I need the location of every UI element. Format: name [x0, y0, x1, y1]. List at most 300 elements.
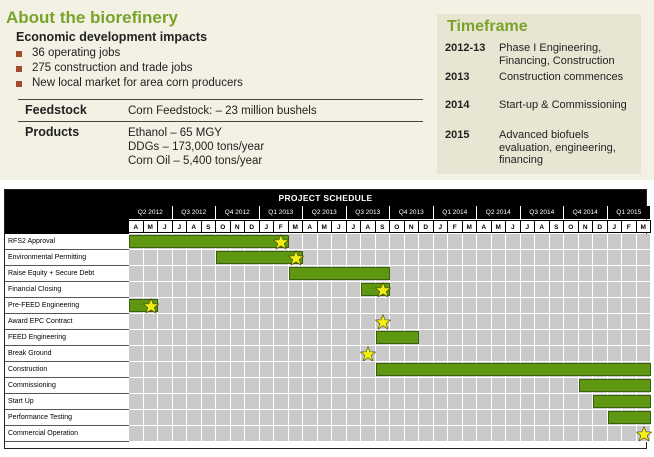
grid-cell [579, 298, 594, 314]
grid-cell [448, 394, 463, 410]
grid-cell [506, 250, 521, 266]
month-header: A [361, 220, 376, 233]
quarter-header: Q4 2014 [564, 206, 608, 219]
grid-cell [477, 250, 492, 266]
grid-cell [318, 330, 333, 346]
grid-cell [492, 378, 507, 394]
grid-cell [477, 234, 492, 250]
month-header: O [390, 220, 405, 233]
grid-cell [564, 426, 579, 442]
grid-cell [231, 362, 246, 378]
grid-cell [593, 282, 608, 298]
grid-cell [158, 346, 173, 362]
grid-cell [173, 394, 188, 410]
grid-cell [245, 314, 260, 330]
grid-cell [593, 298, 608, 314]
grid-cell [332, 346, 347, 362]
month-header: J [608, 220, 623, 233]
grid-cell [506, 330, 521, 346]
grid-cell [347, 378, 362, 394]
grid-cell [274, 282, 289, 298]
grid-cell [245, 362, 260, 378]
grid-cell [405, 234, 420, 250]
grid-cell [216, 346, 231, 362]
grid-cell [216, 410, 231, 426]
grid-cell [405, 410, 420, 426]
grid-cell [564, 298, 579, 314]
grid-cell [550, 410, 565, 426]
grid-cell [216, 282, 231, 298]
grid-cell [535, 330, 550, 346]
grid-cell [390, 410, 405, 426]
task-label: Construction [5, 362, 129, 378]
grid-cell [535, 378, 550, 394]
grid-cell [492, 330, 507, 346]
grid-cell [274, 346, 289, 362]
grid-cell [231, 410, 246, 426]
feedstock-value: Corn Feedstock: – 23 million bushels [128, 105, 317, 117]
grid-cell [419, 266, 434, 282]
grid-cell [521, 426, 536, 442]
grid-cell [492, 234, 507, 250]
feedstock-label: Feedstock [25, 103, 87, 117]
quarter-header: Q2 2014 [477, 206, 521, 219]
grid-cell [434, 378, 449, 394]
grid-cell [274, 362, 289, 378]
list-item: 36 operating jobs [16, 46, 436, 61]
task-bar [289, 267, 391, 280]
grid-cell [332, 362, 347, 378]
products-value: Ethanol – 65 MGY DDGs – 173,000 tons/year Corn Oil – 5,400 tons/year [128, 127, 265, 167]
task-label: Raise Equity + Secure Debt [5, 266, 129, 282]
divider [18, 99, 423, 100]
grid-cell [361, 330, 376, 346]
grid-cell [245, 378, 260, 394]
grid-cell [245, 410, 260, 426]
grid-cell [608, 282, 623, 298]
list-item: 275 construction and trade jobs [16, 61, 436, 76]
grid-cell [187, 378, 202, 394]
grid-cell [521, 282, 536, 298]
grid-cell [216, 426, 231, 442]
grid-cell [332, 298, 347, 314]
grid-cell [390, 346, 405, 362]
grid-cell [347, 426, 362, 442]
bullet-square-icon [16, 66, 22, 72]
grid-cell [593, 410, 608, 426]
grid-cell [231, 266, 246, 282]
grid-cell [579, 394, 594, 410]
grid-cell [405, 282, 420, 298]
info-panel [0, 0, 654, 180]
grid-cell [463, 266, 478, 282]
grid-cell [260, 266, 275, 282]
grid-cell [260, 362, 275, 378]
grid-cell [144, 362, 159, 378]
grid-cell [521, 250, 536, 266]
grid-cell [492, 314, 507, 330]
grid-cell [477, 394, 492, 410]
grid-cell [434, 250, 449, 266]
grid-cell [550, 282, 565, 298]
task-label: Break Ground [5, 346, 129, 362]
grid-cell [434, 426, 449, 442]
grid-cell [260, 394, 275, 410]
timeframe-box: Timeframe 2012-13 Phase I Engineering, Financing, Construction 2013 Construction commences 2014 Start-up & Commissioning 2015 Advanced biofuels evaluation, engineering, financing [437, 14, 641, 174]
grid-cell [173, 266, 188, 282]
grid-cell [202, 378, 217, 394]
grid-cell [506, 410, 521, 426]
grid-cell [593, 266, 608, 282]
month-header: M [318, 220, 333, 233]
grid-cell [173, 298, 188, 314]
grid-cell [579, 410, 594, 426]
task-bar [579, 379, 652, 392]
grid-cell [158, 266, 173, 282]
grid-cell [158, 362, 173, 378]
grid-cell [347, 314, 362, 330]
grid-cell [550, 234, 565, 250]
task-label: Commercial Operation [5, 426, 129, 442]
grid-cell [231, 378, 246, 394]
grid-cell [332, 410, 347, 426]
grid-cell [129, 426, 144, 442]
grid-cell [521, 266, 536, 282]
grid-cell [361, 394, 376, 410]
grid-cell [332, 282, 347, 298]
grid-cell [506, 314, 521, 330]
grid-cell [289, 394, 304, 410]
grid-cell [550, 250, 565, 266]
grid-cell [637, 250, 652, 266]
grid-cell [448, 426, 463, 442]
grid-cell [390, 234, 405, 250]
grid-cell [332, 394, 347, 410]
grid-cell [521, 234, 536, 250]
month-header: S [376, 220, 391, 233]
grid-cell [173, 426, 188, 442]
grid-cell [361, 250, 376, 266]
grid-cell [550, 266, 565, 282]
grid-cell [144, 314, 159, 330]
grid-cell [173, 314, 188, 330]
grid-cell [274, 378, 289, 394]
month-header: M [144, 220, 159, 233]
grid-cell [318, 346, 333, 362]
grid-cell [506, 298, 521, 314]
grid-cell [535, 314, 550, 330]
grid-cell [289, 282, 304, 298]
grid-cell [144, 410, 159, 426]
grid-cell [521, 378, 536, 394]
grid-cell [144, 378, 159, 394]
grid-cell [303, 250, 318, 266]
grid-cell [216, 330, 231, 346]
grid-cell [260, 282, 275, 298]
grid-cell [347, 410, 362, 426]
grid-cell [202, 426, 217, 442]
grid-cell [202, 410, 217, 426]
month-header: S [550, 220, 565, 233]
grid-cell [318, 298, 333, 314]
task-label: Start Up [5, 394, 129, 410]
grid-cell [289, 426, 304, 442]
grid-cell [173, 410, 188, 426]
month-header: J [521, 220, 536, 233]
month-header: A [535, 220, 550, 233]
grid-cell [303, 330, 318, 346]
grid-cell [477, 378, 492, 394]
grid-cell [202, 282, 217, 298]
grid-cell [506, 266, 521, 282]
grid-cell [260, 330, 275, 346]
grid-cell [231, 426, 246, 442]
grid-cell [274, 426, 289, 442]
grid-cell [535, 282, 550, 298]
grid-cell [332, 314, 347, 330]
grid-cell [303, 346, 318, 362]
grid-cell [521, 330, 536, 346]
grid-cell [434, 330, 449, 346]
grid-cell [434, 410, 449, 426]
grid-cell [144, 330, 159, 346]
grid-cell [622, 330, 637, 346]
grid-cell [129, 378, 144, 394]
grid-cell [303, 298, 318, 314]
month-header: J [506, 220, 521, 233]
task-bar [376, 363, 652, 376]
grid-cell [245, 298, 260, 314]
grid-cell [434, 314, 449, 330]
grid-cell [608, 298, 623, 314]
grid-cell [260, 346, 275, 362]
grid-cell [419, 330, 434, 346]
grid-cell [202, 266, 217, 282]
quarter-header: Q1 2014 [434, 206, 478, 219]
grid-cell [231, 298, 246, 314]
grid-cell [419, 234, 434, 250]
grid-cell [463, 330, 478, 346]
timeframe-title: Timeframe [447, 18, 528, 35]
grid-cell [231, 394, 246, 410]
grid-cell [289, 234, 304, 250]
grid-cell [216, 378, 231, 394]
grid-cell [158, 298, 173, 314]
grid-cell [608, 266, 623, 282]
grid-cell [347, 346, 362, 362]
grid-cell [289, 378, 304, 394]
grid-cell [405, 378, 420, 394]
grid-cell [564, 378, 579, 394]
grid-cell [274, 314, 289, 330]
grid-cell [274, 266, 289, 282]
grid-cell [260, 378, 275, 394]
grid-cell [260, 410, 275, 426]
grid-cell [144, 394, 159, 410]
milestone-star-icon [375, 282, 391, 298]
grid-cell [637, 314, 652, 330]
grid-cell [318, 410, 333, 426]
grid-cell [376, 234, 391, 250]
grid-cell [448, 250, 463, 266]
grid-cell [187, 314, 202, 330]
grid-cell [390, 266, 405, 282]
task-bar [129, 235, 289, 248]
grid-cell [550, 394, 565, 410]
grid-cell [390, 282, 405, 298]
grid-cell [608, 330, 623, 346]
milestone-star-icon [375, 314, 391, 330]
grid-cell [535, 426, 550, 442]
grid-cell [390, 426, 405, 442]
grid-cell [274, 410, 289, 426]
grid-cell [390, 378, 405, 394]
month-header: N [579, 220, 594, 233]
grid-cell [390, 314, 405, 330]
grid-cell [202, 346, 217, 362]
grid-cell [419, 378, 434, 394]
grid-cell [202, 362, 217, 378]
bullet-square-icon [16, 51, 22, 57]
grid-cell [535, 346, 550, 362]
month-header: M [637, 220, 652, 233]
grid-cell [376, 346, 391, 362]
grid-cell [187, 298, 202, 314]
grid-cell [289, 298, 304, 314]
grid-cell [535, 410, 550, 426]
grid-cell [318, 362, 333, 378]
grid-cell [187, 362, 202, 378]
quarter-header: Q3 2013 [347, 206, 391, 219]
grid-cell [492, 282, 507, 298]
grid-cell [506, 346, 521, 362]
grid-cell [202, 394, 217, 410]
grid-cell [477, 330, 492, 346]
grid-cell [405, 426, 420, 442]
grid-cell [158, 314, 173, 330]
grid-cell [521, 394, 536, 410]
grid-cell [361, 298, 376, 314]
grid-cell [347, 362, 362, 378]
milestone-star-icon [636, 426, 652, 442]
schedule-title: PROJECT SCHEDULE [5, 190, 646, 206]
grid-cell [521, 314, 536, 330]
grid-cell [231, 330, 246, 346]
grid-cell [622, 426, 637, 442]
grid-cell [550, 314, 565, 330]
grid-cell [187, 250, 202, 266]
grid-cell [405, 394, 420, 410]
grid-cell [144, 426, 159, 442]
grid-cell [390, 250, 405, 266]
month-header: O [216, 220, 231, 233]
grid-cell [434, 266, 449, 282]
grid-cell [419, 426, 434, 442]
grid-cell [448, 266, 463, 282]
month-header: D [245, 220, 260, 233]
grid-cell [564, 282, 579, 298]
grid-cell [637, 234, 652, 250]
grid-cell [260, 298, 275, 314]
grid-cell [579, 426, 594, 442]
grid-cell [173, 346, 188, 362]
grid-cell [463, 346, 478, 362]
grid-cell [535, 298, 550, 314]
grid-cell [274, 330, 289, 346]
econ-heading: Economic development impacts [16, 30, 208, 44]
grid-cell [318, 234, 333, 250]
grid-cell [637, 330, 652, 346]
month-header: A [303, 220, 318, 233]
grid-cell [622, 234, 637, 250]
grid-cell [231, 346, 246, 362]
grid-cell [303, 426, 318, 442]
grid-cell [318, 282, 333, 298]
grid-cell [158, 394, 173, 410]
grid-cell [463, 282, 478, 298]
task-label: Award EPC Contract [5, 314, 129, 330]
grid-cell [419, 298, 434, 314]
grid-cell [289, 314, 304, 330]
grid-cell [202, 298, 217, 314]
task-bar [593, 395, 651, 408]
grid-cell [608, 234, 623, 250]
grid-cell [579, 346, 594, 362]
grid-cell [144, 346, 159, 362]
grid-cell [608, 314, 623, 330]
grid-cell [216, 298, 231, 314]
quarter-header: Q3 2012 [173, 206, 217, 219]
grid-cell [318, 314, 333, 330]
grid-cell [477, 426, 492, 442]
grid-cell [332, 234, 347, 250]
task-label: FEED Engineering [5, 330, 129, 346]
list-item: New local market for area corn producers [16, 76, 436, 91]
month-header: N [231, 220, 246, 233]
grid-cell [289, 362, 304, 378]
grid-cell [303, 410, 318, 426]
grid-cell [187, 426, 202, 442]
month-header: J [158, 220, 173, 233]
grid-cell [245, 282, 260, 298]
grid-cell [318, 394, 333, 410]
grid-cell [492, 298, 507, 314]
grid-cell [622, 346, 637, 362]
quarter-header: Q4 2013 [390, 206, 434, 219]
grid-cell [419, 314, 434, 330]
grid-cell [187, 266, 202, 282]
month-header: M [289, 220, 304, 233]
grid-cell [463, 378, 478, 394]
grid-cell [245, 394, 260, 410]
grid-cell [506, 426, 521, 442]
milestone-star-icon [143, 298, 159, 314]
grid-cell [347, 282, 362, 298]
grid-cell [289, 410, 304, 426]
grid-cell [390, 394, 405, 410]
grid-cell [535, 394, 550, 410]
grid-cell [463, 298, 478, 314]
grid-cell [274, 298, 289, 314]
grid-cell [318, 250, 333, 266]
quarter-header: Q1 2013 [260, 206, 304, 219]
grid-cell [579, 330, 594, 346]
grid-cell [535, 250, 550, 266]
grid-cell [434, 234, 449, 250]
grid-cell [187, 410, 202, 426]
grid-cell [564, 410, 579, 426]
grid-cell [405, 266, 420, 282]
